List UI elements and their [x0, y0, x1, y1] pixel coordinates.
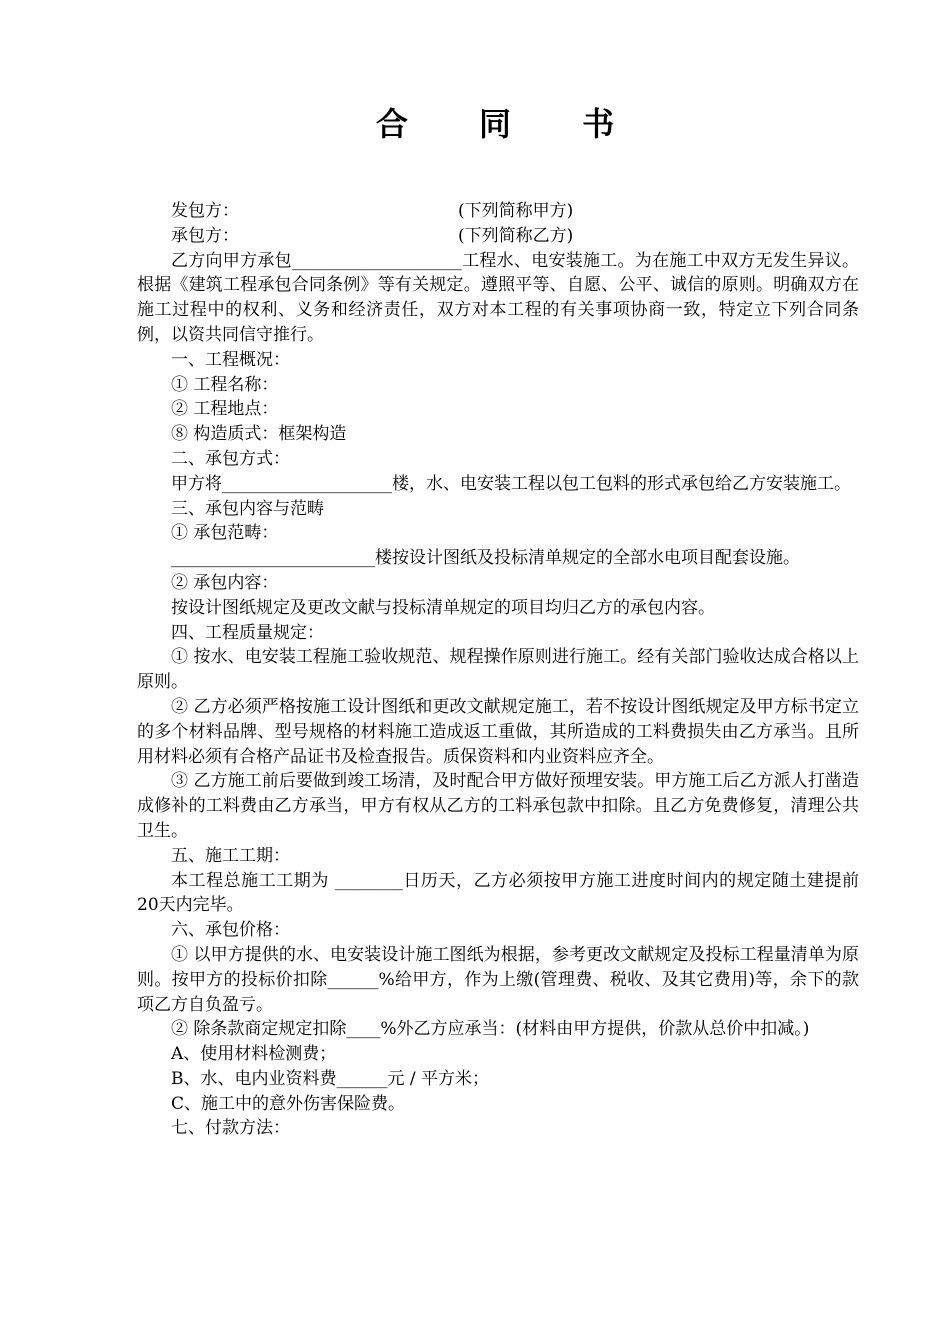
list-item: ① 工程名称： — [171, 374, 279, 395]
list-item: ① 承包范畴： — [171, 523, 279, 544]
paragraph: 甲方将____________________楼，水、电安装工程以包工包料的形式承包给乙方安装施工。 — [171, 473, 851, 494]
section-heading: 五、施工工期： — [171, 845, 290, 866]
party-line-employer — [137, 199, 859, 224]
paragraph: 本工程总施工工期为 ________日历天，乙方必须按甲方施工进度时间内的规定随土建提前20天内完毕。 — [137, 870, 859, 916]
paragraph-intro: 乙方向甲方承包____________________工程水、电安装施工。为在施工中双方无发生异议。根据《建筑工程承包合同条例》等有关规定。遵照平等、自愿、公平、诚信的原则。明确双方在施工过程中的权利、义务和经济责任，双方对本工程的有关事项协商一致，特定立下列合同条例，以资共同信守推行。 — [137, 250, 859, 345]
party-label: 承包方： — [171, 225, 239, 246]
list-item: ② 工程地点： — [171, 399, 279, 420]
section-heading: 一、工程概况： — [171, 349, 290, 370]
section-heading: 三、承包内容与范畴 — [171, 498, 324, 519]
list-item: ① 按水、电安装工程施工验收规范、规程操作原则进行施工。经有关部门验收达成合格以上原则。 — [137, 647, 859, 693]
list-item: ② 乙方必须严格按施工设计图纸和更改文献规定施工，若不按设计图纸规定及甲方标书定立的多个材料品牌、型号规格的材料施工造成返工重做，其所造成的工料费损失由乙方承当。且所用材料必须有合格产品证书及检查报告。质保资料和内业资料应齐全。 — [137, 696, 859, 767]
party-note: (下列简称乙方) — [458, 225, 574, 246]
paragraph: 按设计图纸规定及更改文献与投标清单规定的项目均归乙方的承包内容。 — [171, 597, 715, 618]
party-note: (下列简称甲方) — [458, 201, 574, 221]
section-heading: 四、工程质量规定： — [171, 622, 324, 643]
list-item: ② 承包内容： — [171, 572, 279, 593]
section-heading: 六、承包价格： — [171, 920, 290, 941]
document-title: 合 同 书 — [375, 105, 645, 143]
party-line-contractor — [137, 224, 859, 249]
section-heading: 二、承包方式： — [171, 448, 290, 469]
list-item: ② 除条款商定规定扣除____%外乙方应承当：(材料由甲方提供，价款从总价中扣减。) — [171, 1019, 810, 1040]
section-heading: 七、付款方法： — [171, 1118, 290, 1139]
list-item: C、施工中的意外伤害保险费。 — [171, 1093, 406, 1114]
list-item: ③ 乙方施工前后要做到竣工场清，及时配合甲方做好预埋安装。甲方施工后乙方派人打凿造成修补的工料费由乙方承当，甲方有权从乙方的工料承包款中扣除。且乙方免费修复，清理公共卫生。 — [137, 771, 859, 841]
paragraph: ________________________楼按设计图纸及投标清单规定的全部水电项目配套设施。 — [171, 548, 800, 569]
list-item: ① 以甲方提供的水、电安装设计施工图纸为根据，参考更改文献规定及投标工程量清单为原则。按甲方的投标价扣除______%给甲方，作为上缴(管理费、税收、及其它费用)等，余下的款项乙方自负盈亏。 — [137, 944, 859, 1015]
list-item: A、使用材料检测费； — [171, 1044, 337, 1065]
list-item: ⑧ 构造质式：框架构造 — [171, 424, 347, 445]
party-label: 发包方： — [171, 201, 239, 221]
document-body — [137, 199, 859, 1141]
list-item: B、水、电内业资料费______元 / 平方米； — [171, 1068, 490, 1089]
